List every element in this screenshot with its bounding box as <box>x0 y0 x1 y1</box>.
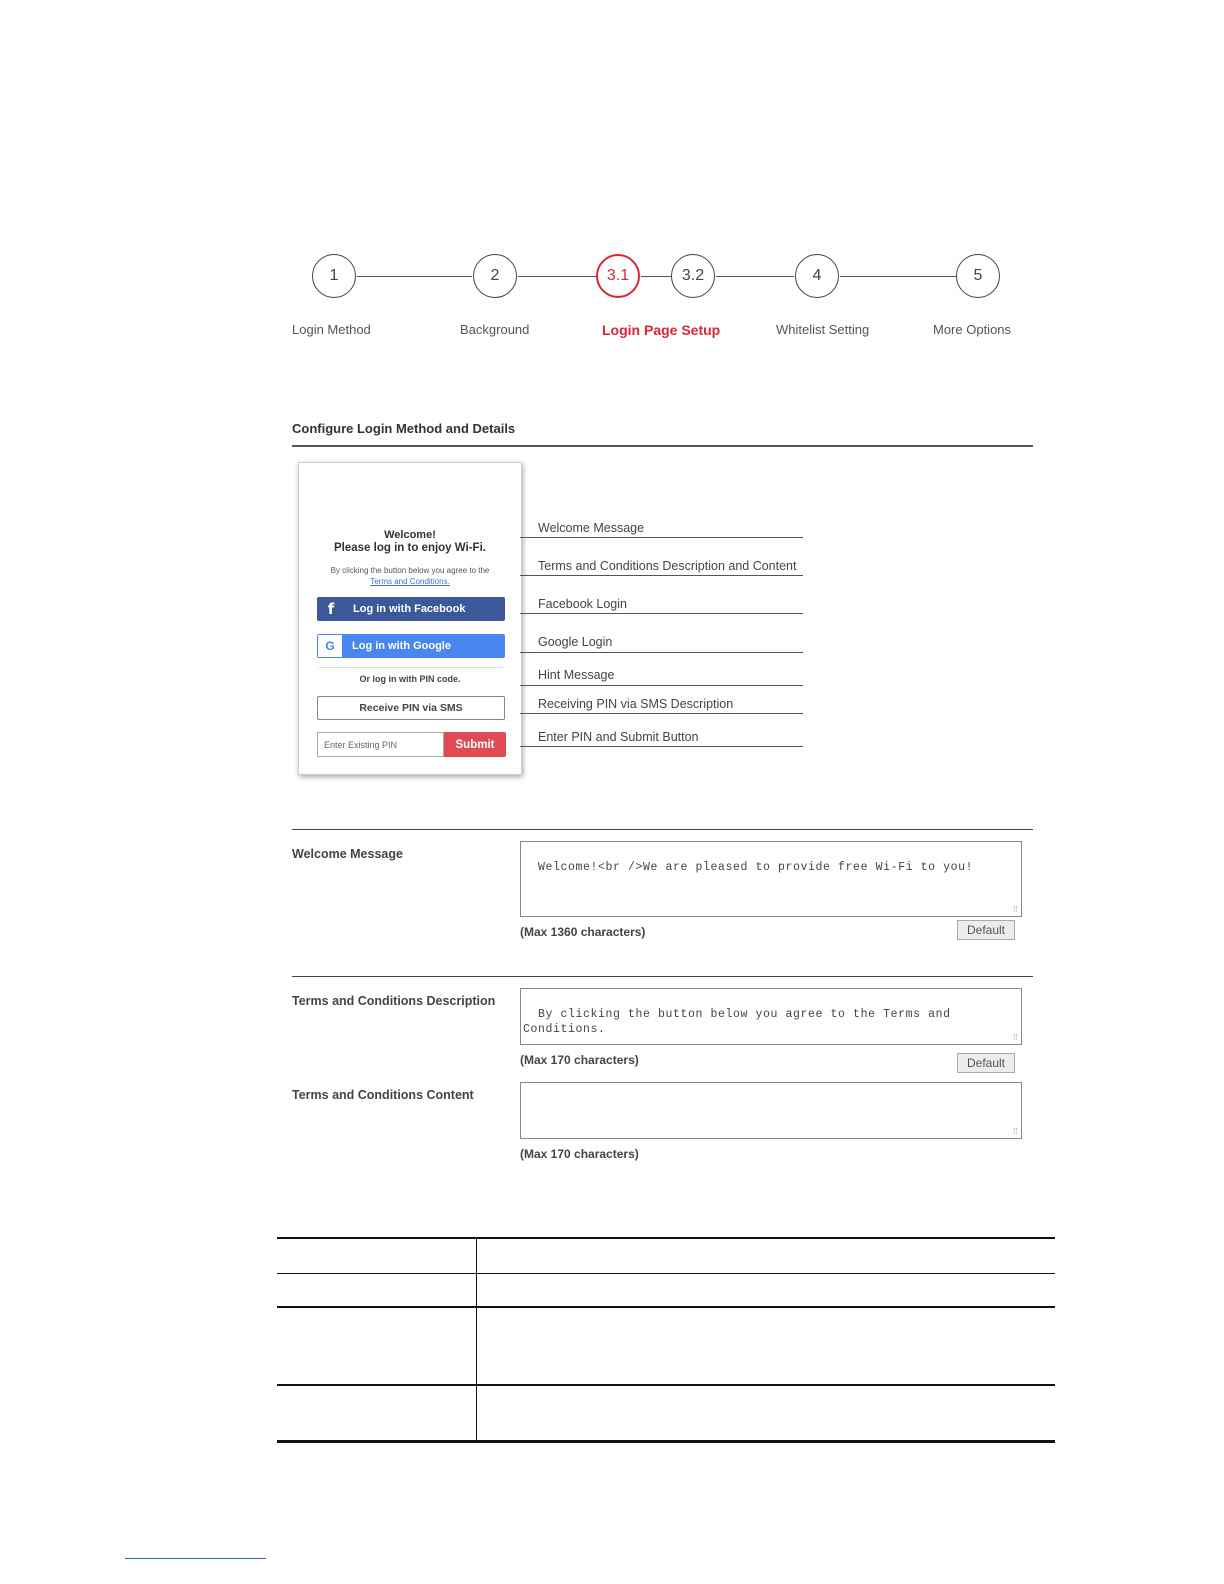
google-icon: G <box>318 635 342 657</box>
footnote-rule <box>125 1558 266 1559</box>
welcome-message-hint: (Max 1360 characters) <box>520 925 646 939</box>
terms-description-default-button[interactable]: Default <box>957 1053 1015 1073</box>
step-3-2-circle[interactable]: 3.2 <box>671 254 715 298</box>
terms-content-hint: (Max 170 characters) <box>520 1147 639 1161</box>
step-1-label: Login Method <box>292 322 371 337</box>
preview-please-login: Please log in to enjoy Wi-Fi. <box>334 542 486 554</box>
section-divider <box>292 445 1033 447</box>
step-4-label: Whitelist Setting <box>776 322 870 337</box>
callout-welcome-message: Welcome Message <box>538 521 645 535</box>
callout-line <box>520 713 803 714</box>
step-connector <box>641 276 671 277</box>
resize-grip-icon[interactable]: ⠿ <box>1012 906 1019 915</box>
table-row-divider <box>277 1273 1055 1274</box>
step-2-label: Background <box>460 322 530 337</box>
terms-description-textarea[interactable] <box>520 988 1022 1045</box>
welcome-message-value: Welcome!<br />We are pleased to provide free Wi-Fi to you! <box>538 861 974 874</box>
section-title: Configure Login Method and Details <box>292 421 516 436</box>
callout-line <box>520 575 803 576</box>
step-connector <box>840 276 956 277</box>
callout-hint-message: Hint Message <box>538 668 615 682</box>
table-top-border <box>277 1237 1055 1239</box>
field-divider <box>292 976 1033 977</box>
step-2-circle[interactable]: 2 <box>473 254 517 298</box>
google-login-label: Log in with Google <box>352 640 451 652</box>
callout-google-login: Google Login <box>538 635 613 649</box>
terms-content-label: Terms and Conditions Content <box>292 1088 474 1102</box>
step-4-circle[interactable]: 4 <box>795 254 839 298</box>
preview-terms-link[interactable]: Terms and Conditions. <box>370 577 450 586</box>
callout-line <box>520 685 803 686</box>
receive-pin-sms-button[interactable]: Receive PIN via SMS <box>317 696 505 720</box>
facebook-icon: f <box>327 600 335 618</box>
login-preview-card <box>298 462 522 775</box>
table-row-divider <box>277 1306 1055 1308</box>
preview-welcome: Welcome! <box>384 529 436 541</box>
terms-description-value: By clicking the button below you agree to the Terms and Conditions. <box>523 1008 959 1036</box>
facebook-login-button[interactable] <box>317 597 505 621</box>
callout-facebook-login: Facebook Login <box>538 597 627 611</box>
callout-line <box>520 613 803 614</box>
step-3-1-label: Login Page Setup <box>602 322 721 338</box>
step-5-label: More Options <box>933 322 1012 337</box>
table-bottom-border <box>277 1440 1055 1443</box>
submit-button[interactable]: Submit <box>444 732 506 757</box>
welcome-default-button[interactable]: Default <box>957 920 1015 940</box>
callout-enter-pin-submit: Enter PIN and Submit Button <box>538 730 699 744</box>
table-row-divider <box>277 1384 1055 1386</box>
callout-line <box>520 746 803 747</box>
preview-agree-text: By clicking the button below you agree to the <box>330 566 490 575</box>
resize-grip-icon[interactable]: ⠿ <box>1012 1128 1019 1137</box>
callout-line <box>520 537 803 538</box>
terms-content-textarea[interactable] <box>520 1082 1022 1139</box>
callout-receiving-pin-sms: Receiving PIN via SMS Description <box>538 697 734 711</box>
existing-pin-input[interactable]: Enter Existing PIN <box>317 732 444 757</box>
field-divider <box>292 829 1033 830</box>
step-1-circle[interactable]: 1 <box>312 254 356 298</box>
preview-or-pin: Or log in with PIN code. <box>359 674 461 684</box>
terms-description-hint: (Max 170 characters) <box>520 1053 639 1067</box>
welcome-message-textarea[interactable] <box>520 841 1022 917</box>
welcome-message-label: Welcome Message <box>292 847 403 861</box>
terms-description-label: Terms and Conditions Description <box>292 994 496 1008</box>
preview-divider <box>319 667 503 668</box>
table-column-divider <box>476 1238 477 1442</box>
resize-grip-icon[interactable]: ⠿ <box>1012 1034 1019 1043</box>
step-3-1-circle[interactable]: 3.1 <box>596 254 640 298</box>
google-login-button[interactable] <box>317 634 505 658</box>
step-connector <box>518 276 596 277</box>
step-5-circle[interactable]: 5 <box>956 254 1000 298</box>
step-connector <box>716 276 794 277</box>
step-connector <box>357 276 472 277</box>
callout-line <box>520 652 803 653</box>
callout-terms: Terms and Conditions Description and Content <box>538 559 797 573</box>
facebook-login-label: Log in with Facebook <box>353 603 466 615</box>
